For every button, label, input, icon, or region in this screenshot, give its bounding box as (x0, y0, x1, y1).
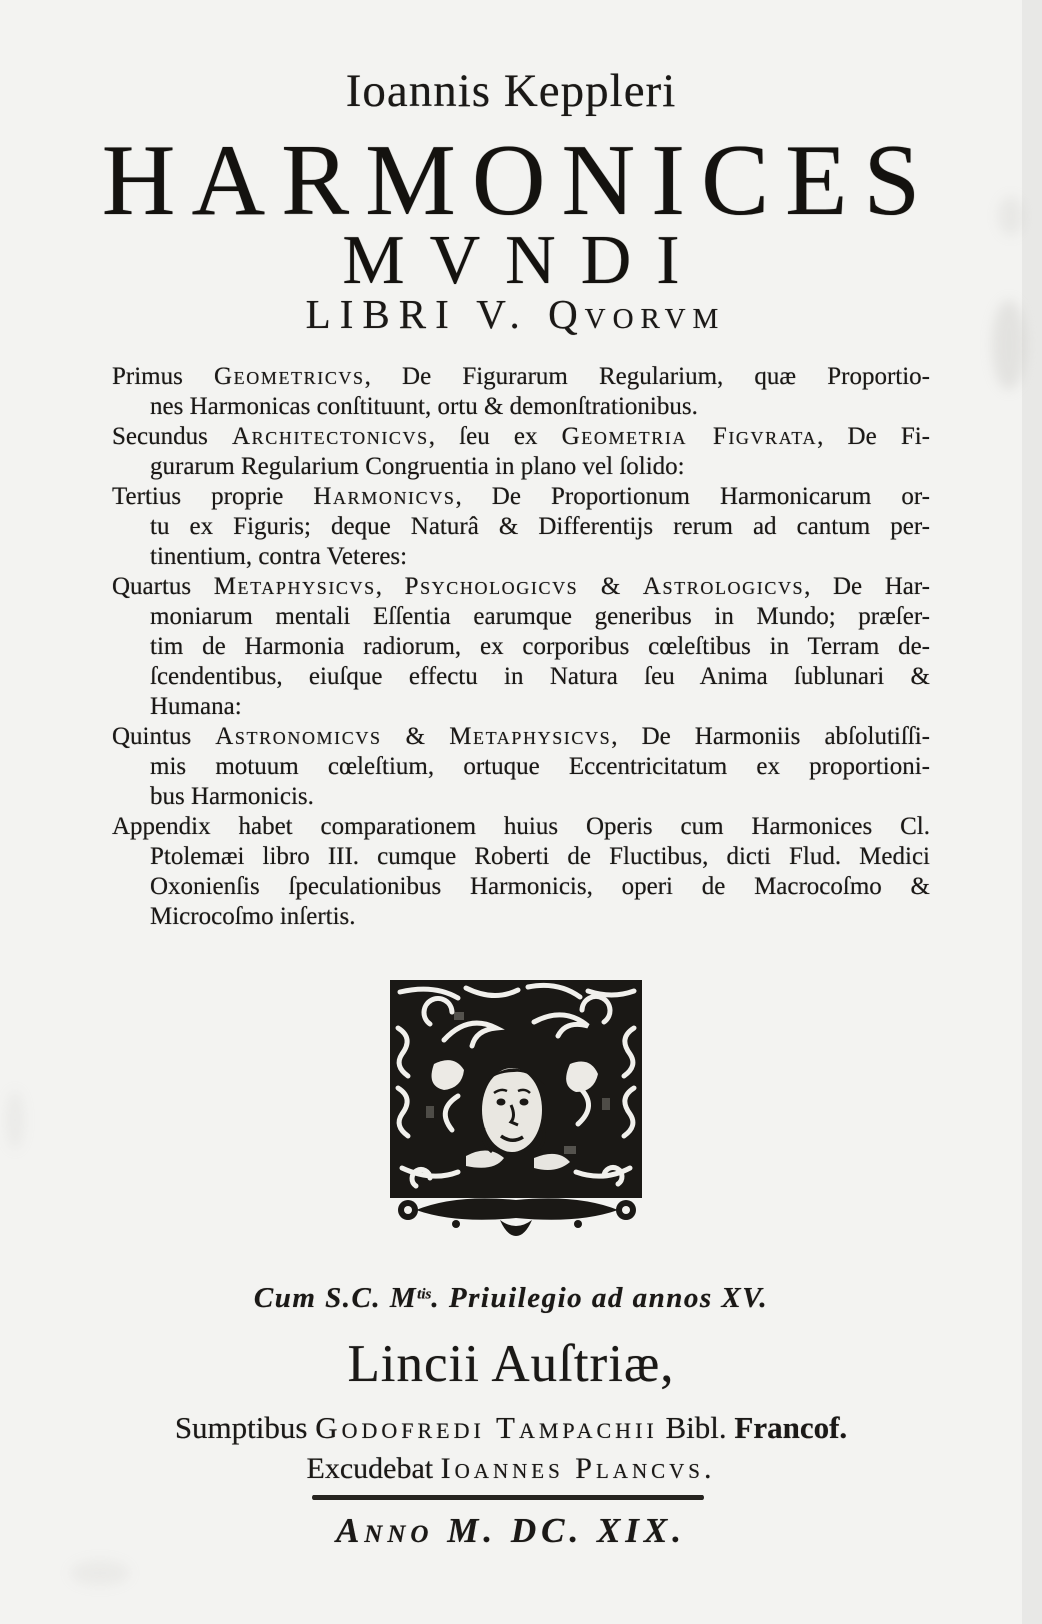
book-line (112, 542, 930, 572)
text-run: , De Figurarum Regularium, quæ Proportio- (364, 363, 930, 390)
text-run: Quintus (112, 723, 216, 750)
small-caps-text: Metaphysicvs (213, 573, 376, 600)
sumptibus-publisher: Francof. (734, 1410, 848, 1445)
text-run: Appendix habet comparationem huius Operis cum Harmonices Cl. (112, 813, 930, 840)
text-run: ſcendentibus, eiuſque effectu in Natura ſeu Anima ſublunari & (150, 663, 930, 690)
small-caps-text: Geometricvs (213, 363, 365, 390)
text-run: Primus (112, 363, 214, 390)
text-run: mis motuum cœleſtium, ortuque Eccentricitatum ex proportioni- (150, 753, 930, 780)
libri-quorum: Qvorvm (548, 291, 726, 337)
text-run: Secundus (112, 423, 232, 450)
text-run: Ptolemæi libro III. cumque Roberti de Fluctibus, dicti Flud. Medici (150, 843, 930, 870)
text-run: bus Harmonicis. (150, 783, 314, 810)
small-caps-text: Astronomicvs (215, 723, 382, 750)
text-run: , De Harmoniis abſolutiſſi- (611, 723, 930, 750)
small-caps-text: Astrologicvs (642, 573, 805, 600)
anno-year: M. DC. XIX. (447, 1511, 687, 1550)
text-run: & (381, 723, 450, 750)
scan-edge-strip (1022, 0, 1042, 1624)
book-list (112, 362, 930, 932)
horizontal-rule (312, 1495, 704, 1500)
book-line (112, 782, 930, 812)
text-run: tim de Harmonia radiorum, ex corporibus cœleſtibus in Terram de- (150, 633, 930, 660)
text-run: tinentium, contra Veteres: (150, 543, 408, 570)
text-run: tu ex Figuris; deque Naturâ & Differentijs rerum ad cantum per- (150, 513, 930, 540)
sumptibus-prefix: Sumptibus (174, 1410, 316, 1445)
imprint-place: Lincii Auſtriæ, (347, 1335, 675, 1393)
anno-word: Anno (335, 1511, 448, 1550)
book-line (112, 662, 930, 692)
excudebat-printer-name: Ioannes Plancvs. (440, 1452, 716, 1485)
book-line (112, 392, 930, 422)
book-line (112, 632, 930, 662)
text-run: , (375, 573, 405, 600)
sumptibus-mid: Bibl. (657, 1410, 735, 1445)
book-line (112, 422, 930, 452)
title-main: HARMONICES (101, 124, 937, 237)
book-line (112, 602, 930, 632)
book-line (112, 812, 930, 842)
printer-woodcut-device-image (388, 978, 646, 1240)
text-run: Tertius proprie (112, 483, 314, 510)
small-caps-text: Architectonicvs (232, 423, 429, 450)
sumptibus-names: Godofredi Tampachii (315, 1410, 658, 1445)
scan-smudge (6, 1090, 24, 1150)
excudebat-prefix: Excudebat (306, 1452, 441, 1485)
book-line (112, 752, 930, 782)
text-run: Oxonienſis ſpeculationibus Harmonicis, operi de Macrocoſmo & (150, 873, 930, 900)
imprint-excudebat-line (0, 1452, 1022, 1486)
ornament-main-block (390, 980, 642, 1198)
text-run: , De Proportionum Harmonicarum or- (455, 483, 930, 510)
book-line (112, 482, 930, 512)
book-line (112, 722, 930, 752)
text-run: , De Har- (804, 573, 931, 600)
author-line: Ioannis Keppleri (345, 65, 677, 117)
libri-prefix: LIBRI V. (305, 291, 549, 337)
privilege-suffix: . Priuilegio ad annos XV. (431, 1282, 769, 1314)
small-caps-text: Harmonicvs (313, 483, 456, 510)
book-line (112, 512, 930, 542)
text-run: Microcoſmo inſertis. (150, 903, 356, 930)
title-sub: MVNDI (342, 222, 705, 299)
imprint-sumptibus-line (0, 1410, 1022, 1446)
anno-line (0, 1511, 1022, 1551)
book-line (112, 572, 930, 602)
small-caps-text: Metaphysicvs (449, 723, 612, 750)
privilege-line (0, 1282, 1022, 1315)
book-line (112, 872, 930, 902)
text-run: nes Harmonicas conſtituunt, ortu & demonſtrationibus. (150, 393, 698, 420)
book-line (112, 452, 930, 482)
book-line (112, 842, 930, 872)
text-run: , ſeu ex (428, 423, 562, 450)
book-line (112, 362, 930, 392)
ornament-base-scroll (398, 1198, 636, 1236)
privilege-superscript: tis (417, 1286, 432, 1303)
small-caps-text: Psychologicvs (404, 573, 579, 600)
text-run: gurarum Regularium Congruentia in plano vel ſolido: (150, 453, 685, 480)
libri-line (0, 292, 1022, 336)
text-run: , De Fi- (817, 423, 930, 450)
book-line (112, 692, 930, 722)
privilege-prefix: Cum S.C. M (253, 1282, 418, 1314)
book-line (112, 902, 930, 932)
text-run: Humana: (150, 693, 242, 720)
small-caps-text: Geometria Figvrata (561, 423, 818, 450)
scan-smudge (70, 1560, 130, 1586)
text-run: & (578, 573, 643, 600)
text-run: moniarum mentali Eſſentia earumque generibus in Mundo; præſer- (150, 603, 930, 630)
text-run: Quartus (112, 573, 214, 600)
